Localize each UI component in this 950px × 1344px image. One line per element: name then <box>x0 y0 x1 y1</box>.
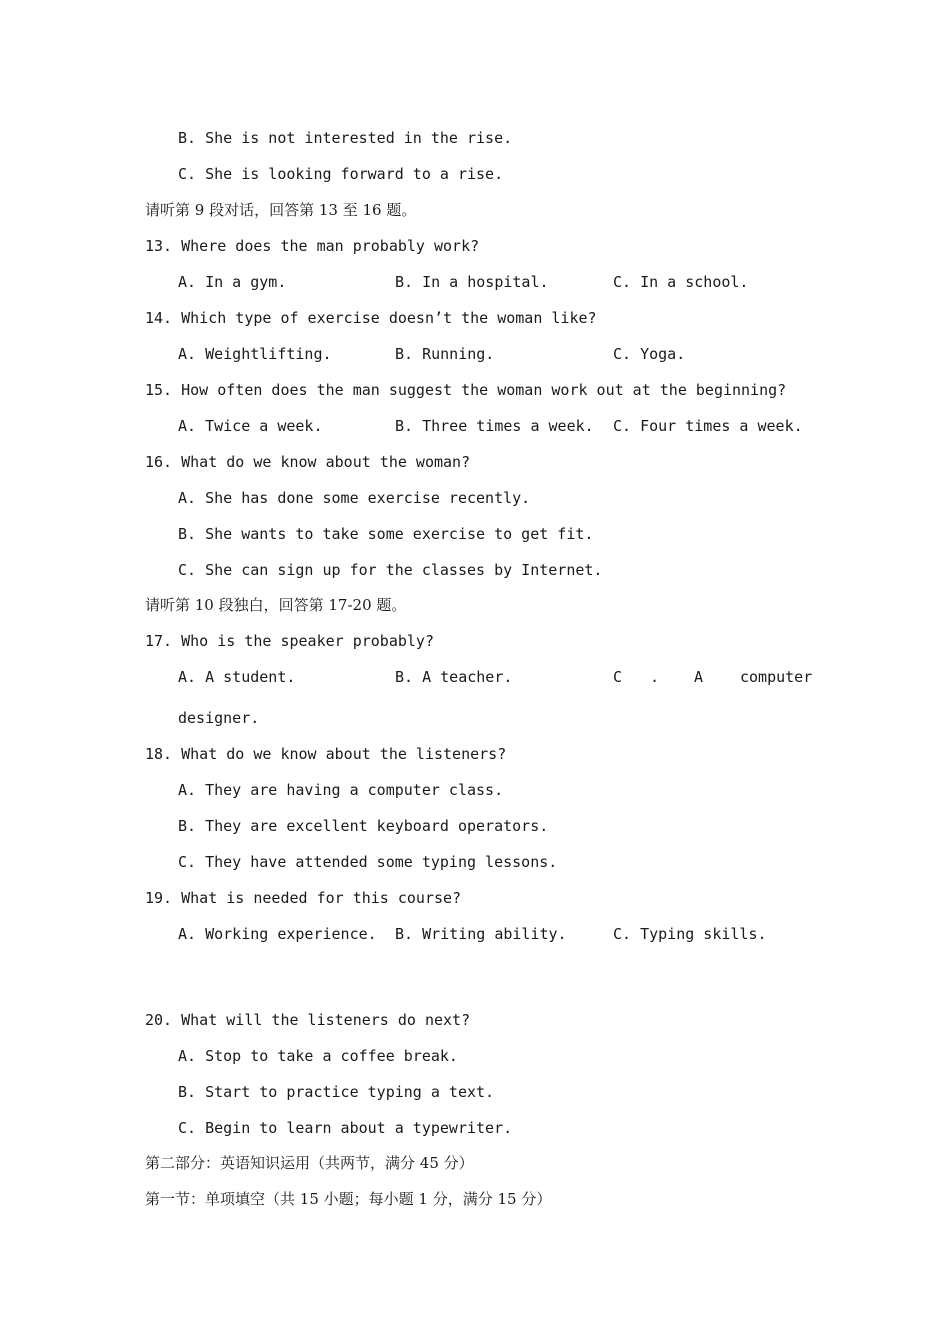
intro-option-c: C. She is looking forward to a rise. <box>178 165 504 183</box>
q13-option-a: A. In a gym. <box>178 273 287 291</box>
q18-option-b: B. They are excellent keyboard operators. <box>178 817 549 835</box>
q16-option-c: C. She can sign up for the classes by Internet. <box>178 561 603 579</box>
q16-option-a: A. She has done some exercise recently. <box>178 489 531 507</box>
q14-option-b: B. Running. <box>395 345 495 363</box>
q19-option-c: C. Typing skills. <box>613 925 767 943</box>
q17-option-c-letter: C <box>613 668 623 686</box>
q13-question: 13. Where does the man probably work? <box>145 237 480 255</box>
q13-option-c: C. In a school. <box>613 273 749 291</box>
q14-question: 14. Which type of exercise doesn’t the woman like? <box>145 309 597 327</box>
q15-question: 15. How often does the man suggest the woman work out at the beginning? <box>145 381 787 399</box>
q17-option-c-article: A <box>694 668 704 686</box>
q17-question: 17. Who is the speaker probably? <box>145 632 434 650</box>
q20-option-b: B. Start to practice typing a text. <box>178 1083 495 1101</box>
q13-option-b: B. In a hospital. <box>395 273 549 291</box>
intro-option-b: B. She is not interested in the rise. <box>178 129 513 147</box>
q17-option-a: A. A student. <box>178 668 296 686</box>
part2-heading: 第二部分：英语知识运用（共两节，满分 45 分） <box>145 1154 474 1172</box>
q17-option-c-dot: . <box>650 668 660 686</box>
q20-option-a: A. Stop to take a coffee break. <box>178 1047 458 1065</box>
q15-option-b: B. Three times a week. <box>395 417 594 435</box>
section10-instruction: 请听第 10 段独白，回答第 17-20 题。 <box>145 596 407 614</box>
q15-option-a: A. Twice a week. <box>178 417 323 435</box>
q18-option-a: A. They are having a computer class. <box>178 781 504 799</box>
q18-option-c: C. They have attended some typing lessons. <box>178 853 558 871</box>
q16-option-b: B. She wants to take some exercise to get fit. <box>178 525 594 543</box>
q14-option-a: A. Weightlifting. <box>178 345 332 363</box>
q17-option-c-word: computer <box>740 668 813 686</box>
section9-instruction: 请听第 9 段对话，回答第 13 至 16 题。 <box>145 201 417 219</box>
q14-option-c: C. Yoga. <box>613 345 686 363</box>
q20-option-c: C. Begin to learn about a typewriter. <box>178 1119 513 1137</box>
q18-question: 18. What do we know about the listeners? <box>145 745 507 763</box>
q20-question: 20. What will the listeners do next? <box>145 1011 471 1029</box>
q19-option-a: A. Working experience. <box>178 925 377 943</box>
q19-option-b: B. Writing ability. <box>395 925 567 943</box>
part2-section1-heading: 第一节：单项填空（共 15 小题；每小题 1 分，满分 15 分） <box>145 1190 552 1208</box>
q16-question: 16. What do we know about the woman? <box>145 453 471 471</box>
q17-option-c-continuation: designer. <box>178 709 260 727</box>
q19-question: 19. What is needed for this course? <box>145 889 462 907</box>
q17-option-b: B. A teacher. <box>395 668 513 686</box>
q15-option-c: C. Four times a week. <box>613 417 803 435</box>
